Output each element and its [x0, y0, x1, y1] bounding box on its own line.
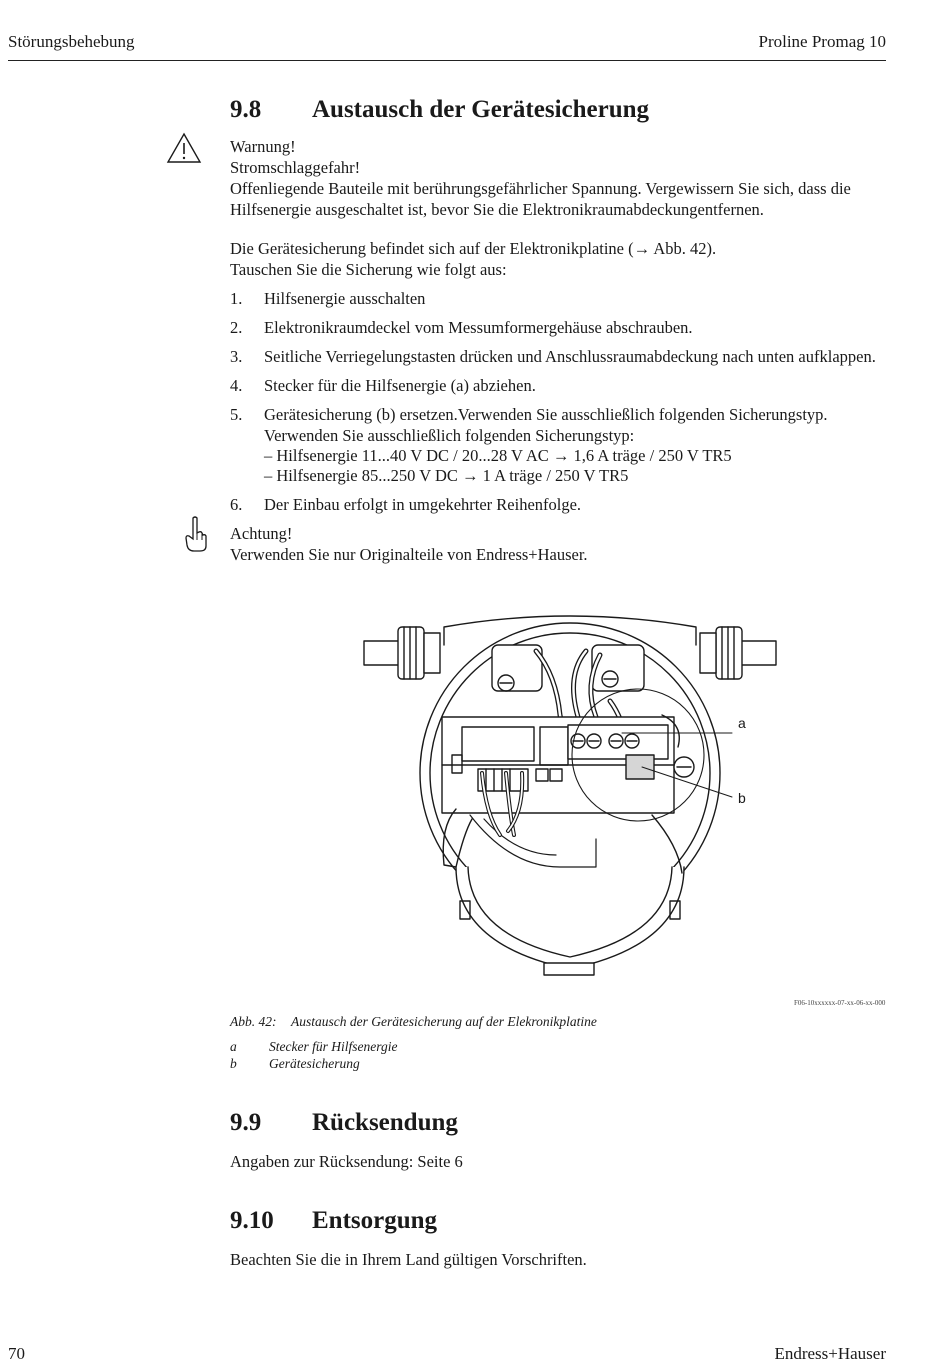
list-item [230, 288, 890, 310]
running-header-right: Proline Promag 10 [758, 32, 886, 51]
section-title: Entsorgung [312, 1207, 438, 1234]
step-number: 4. [230, 376, 243, 395]
figure-code: F06-10xxxxxx-07-xx-06-xx-000 [794, 999, 886, 1007]
caption-text: Austausch der Gerätesicherung auf der Elekronikplatine [291, 1014, 597, 1029]
step-subtext-1: Verwenden Sie ausschließlich folgenden Sicherungstyp: [264, 426, 635, 445]
caption-number: Abb. 42: [230, 1014, 277, 1029]
note-block [230, 523, 588, 565]
intro-line-2: Tauschen Sie die Sicherung wie folgt aus: [230, 260, 507, 279]
legend-key: a [230, 1039, 237, 1054]
figure-drawing [360, 605, 780, 985]
warning-line-3: Hilfsenergie ausgeschaltet ist, bevor Sie die Elektronikraumabdeckungentfernen. [230, 200, 764, 219]
step-subtext-3: – Hilfsenergie 85...250 V DC → 1 A träge / 250 V TR5 [264, 466, 629, 485]
warning-block [230, 136, 851, 220]
step-subtext-2: – Hilfsenergie 11...40 V DC / 20...28 V AC → 1,6 A träge / 250 V TR5 [264, 446, 732, 465]
section-text-9-9: Angaben zur Rücksendung: Seite 6 [230, 1152, 463, 1171]
section-number: 9.10 [230, 1207, 274, 1234]
header-rule [8, 60, 886, 61]
list-item [230, 346, 890, 368]
legend-item-a [230, 1039, 397, 1055]
section-number: 9.8 [230, 96, 262, 123]
figure-caption [230, 1014, 597, 1030]
note-title: Achtung! [230, 524, 293, 543]
section-heading-9-8 [230, 96, 649, 124]
section-text-9-10: Beachten Sie die in Ihrem Land gültigen Vorschriften. [230, 1250, 587, 1269]
list-item [230, 404, 890, 488]
warning-title: Warnung! [230, 137, 296, 156]
section-title: Austausch der Gerätesicherung [312, 96, 650, 123]
step-number: 3. [230, 347, 243, 366]
list-item [230, 494, 890, 516]
running-header-left: Störungsbehebung [8, 32, 135, 51]
step-text: Seitliche Verriegelungstasten drücken und Anschlussraumabdeckung nach unten aufklappen. [264, 347, 876, 366]
legend-item-b [230, 1056, 360, 1072]
page-number: 70 [8, 1344, 25, 1363]
figure-label-b: b [738, 790, 746, 806]
list-item [230, 317, 890, 339]
legend-key: b [230, 1056, 237, 1071]
step-number: 6. [230, 495, 243, 514]
section-number: 9.9 [230, 1109, 262, 1136]
section-heading-9-10 [230, 1207, 437, 1235]
note-text: Verwenden Sie nur Originalteile von Endress+Hauser. [230, 545, 588, 564]
intro-paragraph [230, 238, 716, 280]
footer-brand: Endress+Hauser [774, 1344, 886, 1363]
step-text: Gerätesicherung (b) ersetzen.Verwenden Sie ausschließlich folgenden Sicherungstyp. [264, 405, 828, 424]
pointing-hand-icon [184, 516, 208, 554]
step-number: 2. [230, 318, 243, 337]
section-heading-9-9 [230, 1109, 458, 1137]
warning-line-1: Stromschlaggefahr! [230, 158, 361, 177]
step-text: Der Einbau erfolgt in umgekehrter Reihenfolge. [264, 495, 582, 514]
step-number: 1. [230, 289, 243, 308]
step-text: Elektronikraumdeckel vom Messumformergehäuse abschrauben. [264, 318, 693, 337]
warning-triangle-icon [166, 132, 202, 164]
list-item [230, 375, 890, 397]
step-number: 5. [230, 405, 243, 424]
warning-line-2: Offenliegende Bauteile mit berührungsgefährlicher Spannung. Vergewissern Sie sich, dass die [230, 179, 851, 198]
section-title: Rücksendung [312, 1109, 458, 1136]
intro-line-1: Die Gerätesicherung befindet sich auf der Elektronikplatine (→ Abb. 42). [230, 239, 717, 258]
step-text: Hilfsenergie ausschalten [264, 289, 426, 308]
figure-label-a: a [738, 715, 746, 731]
legend-text: Stecker für Hilfsenergie [269, 1039, 398, 1054]
step-text: Stecker für die Hilfsenergie (a) abziehen. [264, 376, 536, 395]
legend-text: Gerätesicherung [269, 1056, 360, 1071]
